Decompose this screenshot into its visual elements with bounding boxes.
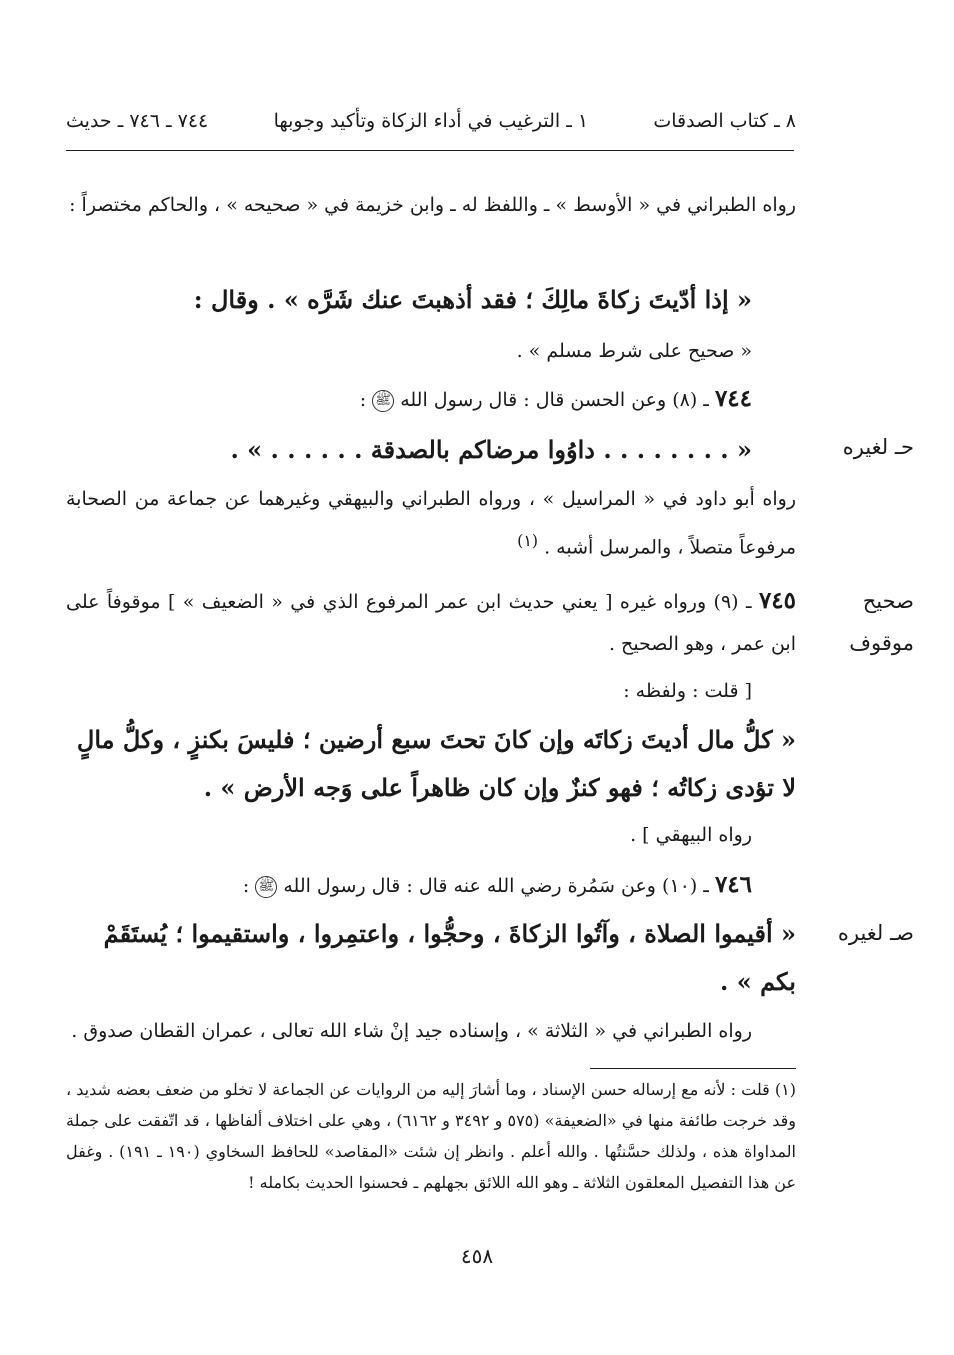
paragraph-source-744: رواه أبو داود في « المراسيل » ، ورواه الطبراني والبيهقي وغيرهما عن جماعة من الصحابة مرفوعاً متصلاً ، والمرسل أشبه . $^{(١)}$ <box>66 488 796 559</box>
grade-label-746: صـ لغيره <box>837 921 914 945</box>
hadith-number: ٧٤٦ <box>714 871 752 898</box>
header-hadith-range: ٧٤٤ ـ ٧٤٦ ـ حديث <box>66 110 209 132</box>
grade-label-745: صحيح موقوف <box>849 589 914 655</box>
footnote-divider <box>590 1068 796 1069</box>
footnote: (١) قلت : لأنه مع إرساله حسن الإسناد ، وما أشارَ إليه من الروايات عن الجماعة لا تخلو من ضعف بعضه شديد ، وقد خرجت طائفة منها في «الضعيفة» (٥٧٥ و ٣٤٩٢ و ٦١٦٢) ، وهي على اختلاف ألفاظها ، قد اتّفقت على جملة المداواة هذه ، ولذلك حسَّنتُها . والله أعلم . وانظر إن شئت «المقاصد» للحافظ السخاوي (١٩٠ ـ ١٩١) . وغفل عن هذا التفصيل المعلقون الثلاثة ـ وهو الله اللائق بجهلهم ـ فحسنوا الحديث بكامله ! <box>66 1080 797 1192</box>
quote-744: « . . . . . . . . داوُوا مرضاكم بالصدقة . . . . . . » . <box>230 435 752 464</box>
hadith-746-intro: ٧٤٦ ـ (١٠) وعن سَمُرة رضي الله عنه قال : قال رسول الله ﷺ : <box>242 871 752 898</box>
hadith-number: ٧٤٥ <box>758 587 796 614</box>
header-section: ١ ـ الترغيب في أداء الزكاة وتأكيد وجوبها <box>273 110 589 132</box>
quote-745: « كلُّ مال أديتَ زكاتَه وإن كانَ تحتَ سبع أرضين ؛ فليسَ بكنزٍ ، وكلُّ مالٍ لا تؤدى زكاتُه ؛ فهو كنزٌ وإن كان ظاهراً على وَجه الأرض » . <box>76 725 796 802</box>
paragraph-qultu: [ قلت : ولفظه : <box>623 680 752 702</box>
footnote-ref: (١) <box>517 531 539 550</box>
hadith-number: ٧٤٤ <box>714 385 752 412</box>
paragraph-source-1: رواه الطبراني في « الأوسط » ـ واللفظ له ـ وابن خزيمة في « صحيحه » ، والحاكم مختصراً : <box>69 194 796 216</box>
running-header <box>66 104 796 138</box>
header-divider <box>66 150 794 151</box>
paragraph-source-746: رواه الطبراني في « الثلاثة » ، وإسناده جيد إنْ شاء الله تعالى ، عمران القطان صدوق . <box>71 1020 752 1042</box>
salla-ligature: ﷺ <box>255 876 277 898</box>
salla-ligature: ﷺ <box>372 390 394 412</box>
paragraph-grading-note: « صحيح على شرط مسلم » . <box>516 340 752 362</box>
grade-label-744: حـ لغيره <box>842 435 914 459</box>
header-chapter: ٨ ـ كتاب الصدقات <box>653 110 796 132</box>
quote-1: « إذا أدّيتَ زكاةَ مالِكَ ؛ فقد أذهبتَ عنك شَرَّه » . وقال : <box>193 285 752 314</box>
hadith-744-intro: ٧٤٤ ـ (٨) وعن الحسن قال : قال رسول الله ﷺ : <box>359 385 752 412</box>
quote-746: « أقيموا الصلاة ، وآتُوا الزكاةَ ، وحجُّوا ، واعتمِروا ، واستقيموا ؛ يُستَقَمْ بكم » . <box>103 919 796 996</box>
page-number: ٤٥٨ <box>460 1244 494 1268</box>
hadith-745-intro: ٧٤٥ ـ (٩) ورواه غيره [ يعني حديث ابن عمر المرفوع الذي في « الضعيف » ] موقوفاً على ابن عمر ، وهو الصحيح . <box>66 587 796 655</box>
paragraph-source-745: رواه البيهقي ] . <box>630 824 752 846</box>
